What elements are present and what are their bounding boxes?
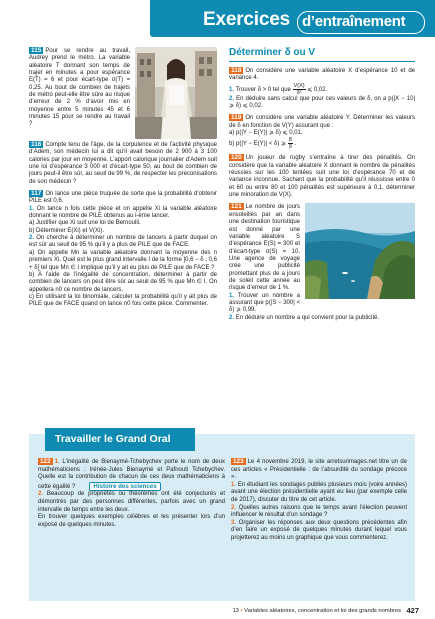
question-text-end: . (294, 141, 297, 148)
exercise-number: 116 (31, 141, 42, 148)
exercise-115 (29, 47, 217, 129)
left-column (29, 47, 217, 313)
question-part: b) Déterminer E(Xi) et V(Xi). (29, 227, 105, 234)
question-text: L’inégalité de Bienaymé-Tchebychev porte le nom de deux mathématiciens : Irénée-Jules Bienaymé et Pafnouti Tchebychev. Quelle est la contribution de chacun de ces deux mathématiciens à cette égalité ? (38, 459, 225, 490)
grand-oral-box (29, 434, 415, 601)
grand-oral-title: Travailler le Grand Oral (55, 433, 171, 445)
exercise-number: 122 (40, 458, 51, 465)
header-subtitle: d’entraînement (302, 13, 406, 30)
photo-coastline (305, 203, 415, 299)
question-text: En trouver quelques exemples célèbres et les présenter lors d’un exposé de quelques minutes. (38, 514, 225, 528)
question-part: a) p(|Y − E(Y)| ⩾ δ) ⩽ 0,01. (229, 130, 303, 137)
question-text: En étudiant les sondages publiés plusieurs mois (voire années) avant une élection présidentielle ayant eu lieu (par exemple celle de 2017), discuter du titre de cet article. (231, 481, 407, 503)
question-number: 3. (231, 519, 237, 526)
fraction-numerator: 8 (288, 137, 292, 144)
exercise-text: On considère une variable aléatoire X d’espérance 10 et de variance 4. (229, 68, 415, 82)
exercise-number: 120 (231, 154, 242, 162)
exercise-118 (229, 67, 415, 110)
exercise-number: 123 (233, 458, 244, 465)
question-number: 2. (229, 314, 235, 321)
exercise-text: Compte tenu de l’âge, de la corpulence et de l’activité physique d’Adem, son médecin lui a dit qu’il avait besoin de 2 900 à 3 100 calories par jour en moyenne. L’apport calorique journalier d’Adem suit une loi d’espérance 3 000 et d’écart-type 50, au bout de combien de jours peut-il être sûr, au seuil de 99 %, de respecter les préconisations de son médecin ? (29, 142, 217, 185)
fraction-denominator: 9 (288, 144, 292, 151)
question-text: On lance n fois cette pièce et on appelle Xi la variable aléatoire donnant le nombre de PILE obtenus au i-ème lancer. (29, 205, 217, 220)
question-text: En déduire sans calcul que pour ces valeurs de δ, on a p(|X − 10| ⩾ δ) ⩽ 0,02. (229, 95, 415, 110)
grand-oral-header (45, 428, 195, 451)
question-part: b) p(|Y − E(Y)| < δ) ⩾ (229, 141, 287, 148)
exercise-text: On considère une variable aléatoire Y. Déterminer les valeurs de δ en fonction de V(Y) assurant que : (229, 115, 415, 129)
question-number: 2. (29, 235, 35, 242)
exercise-119 (229, 114, 415, 150)
question-text: En déduire un nombre a qui convient pour la publicité. (235, 314, 380, 321)
page-number: 427 (406, 606, 419, 615)
footer-separator: • (240, 608, 243, 614)
question-text: Trouver δ > 0 tel que (235, 86, 291, 93)
question-text: Organiser les réponses aux deux questions précédentes afin d’en faire un exposé de quelques minutes durant lequel vous projetterez au moins un graphique que vous commenterez. (231, 519, 407, 541)
question-number: 2. (229, 95, 235, 102)
fraction (288, 137, 293, 150)
exercise-120 (229, 154, 415, 199)
exercise-117 (29, 190, 217, 309)
question-text-end: ⩽ 0,02. (307, 86, 328, 93)
question-text: Quelles autres raisons que le temps avant l’élection peuvent influencer le résultat d’un sondage ? (231, 504, 408, 519)
chapter-title: Variables aléatoires, concentration et loi des grands nombres (244, 608, 401, 614)
exercise-number: 115 (31, 47, 42, 54)
exercise-number: 117 (31, 190, 42, 198)
question-number: 2. (38, 491, 44, 498)
question-number: 1. (231, 481, 237, 488)
question-text: Beaucoup de propriétés ou théorèmes ont été conjecturés et démontrés par des personnes différentes, parfois avec un grand intervalle de temps entre les deux. (38, 491, 226, 513)
header-title: Exercices (203, 9, 290, 30)
exercise-text: Pour se rendre au travail, Audrey prend le métro. La variable aléatoire T donnant son temps de trajet en minutes a pour espérance E(T) = 6 et pour écart-type σ(T) = 0,25. Au bout de combien de trajets de métro peut-elle être sûre au risque d’erreur de 2 % d’avoir mis en moyenne entre 5 minutes 45 et 6 minutes 15 pour se rendre au travail ? (29, 48, 130, 128)
question-number: 1. (29, 205, 35, 212)
section-title: Déterminer δ ou V (229, 47, 415, 62)
chapter-number: 13 (232, 608, 239, 614)
fraction-denominator: δ² (296, 89, 302, 96)
question-text: On cherche à déterminer un nombre de lancers à partir duquel on est sûr au seuil de 95 % qu’il y a plus de PILE que de FACE. (29, 235, 218, 249)
question-number: 2. (231, 504, 237, 511)
exercise-number: 118 (231, 67, 242, 74)
page-header (0, 0, 435, 42)
question-number: 1. (229, 86, 235, 93)
question-part: b) À l’aide de l’inégalité de concentration, déterminer à partir de combien de lancers on peut être sûr au seuil de 95 % que Mn ∈ I. On appellera n0 ce nombre de lancers. (29, 271, 217, 293)
exercise-intro: On lance une pièce truquée de sorte que la probabilité d’obtenir PILE est 0,6. (29, 191, 217, 205)
exercise-text: Le nombre de jours ensoleillés par an dans une destination touristique est donné par une variable aléatoire S d’espérance E(S) = 300 et d’écart-type σ(S) = 10. Une agence de voyage crée une publicité promettant plus de a jours de soleil cette année au risque d’erreur de 1 %. (229, 204, 300, 292)
photo-woman-in-city (135, 47, 217, 139)
question-part: c) En utilisant la loi binomiale, calculer la probabilité qu’il y ait plus de PILE que de FACE quand on lance n0 fois cette pièce. Commenter. (29, 293, 217, 308)
question-number: 1. (54, 459, 60, 465)
fraction (293, 83, 306, 96)
question-number: 1. (229, 292, 235, 299)
exercise-122 (38, 458, 225, 529)
fraction-numerator: V(X) (293, 82, 305, 89)
exercise-116 (29, 141, 217, 186)
question-text: Trouver un nombre a assurant que p(|S − 300| < δ) ⩾ 0,99. (229, 292, 300, 314)
exercise-121 (229, 203, 415, 322)
page-footer (0, 606, 435, 619)
footer-chapter (232, 608, 401, 615)
history-badge: Histoire des sciences (89, 482, 160, 491)
exercise-number: 119 (231, 114, 242, 122)
exercise-text: Un joueur de rugby s’entraîne à tirer des pénalités. On considère que la variable aléatoire X donnant le nombre de pénalités réussies sur les 100 tentées suit une loi d’espérance 70 et de variance inconnue. Sachant que la probabilité qu’il réussisse entre 0 et 60 ou entre 80 et 100 pénalités est supérieure à 0,1, déterminer une minoration de V(X). (229, 155, 415, 199)
question-part: a) Justifier que Xi suit une loi de Bernoulli. (29, 220, 141, 227)
question-part: a) On appelle Mn la variable aléatoire donnant la moyenne des n premiers Xi. Quel est le plus grand intervalle I de la forme ]0,6 − δ ; 0,6 + δ[ tel que Mn ∈ I implique qu’il y ait eu plus de PILE que de FACE ? (29, 249, 217, 271)
exercise-number: 121 (231, 203, 242, 211)
exercise-123 (231, 458, 407, 543)
exercise-intro: Le 4 novembre 2019, le site arretsurimages.net titre un de ces articles « Présidentielle : de l’absurdité du sondage précoce ». (231, 459, 407, 481)
right-column (229, 47, 415, 326)
